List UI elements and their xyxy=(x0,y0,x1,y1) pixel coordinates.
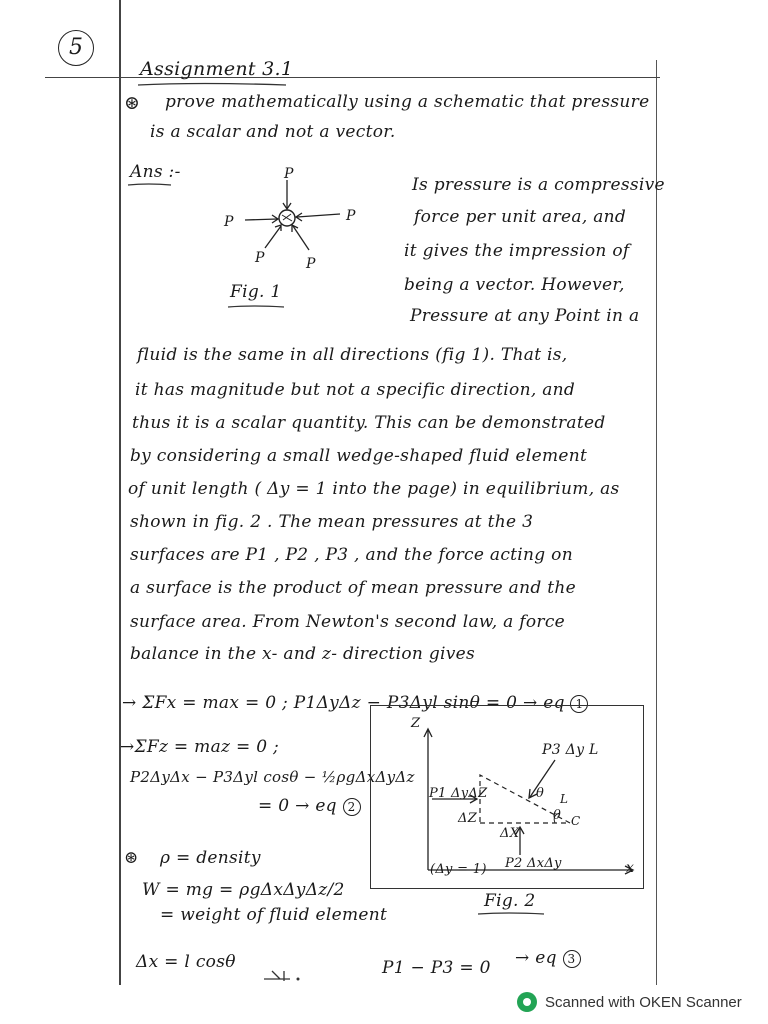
title-underline xyxy=(138,82,288,88)
equation-2-line-3 xyxy=(258,796,361,816)
answer-underline xyxy=(128,182,173,188)
body-line-9: surface area. From Newton's second law, a force xyxy=(130,612,566,632)
equation-3-number: 3 xyxy=(563,950,581,968)
fig1-p-bottom-right: P xyxy=(306,256,316,272)
body-line-8: a surface is the product of mean pressure and the xyxy=(130,578,576,598)
oken-scanner-logo-icon xyxy=(517,992,537,1012)
body-line-2: it has magnitude but not a specific direction, and xyxy=(135,380,576,400)
body-line-1: fluid is the same in all directions (fig 1). That is, xyxy=(137,345,568,365)
fig2-c-label: C xyxy=(571,814,581,828)
equation-2-line-1: →ΣFz = maz = 0 ; xyxy=(120,737,280,757)
rho-definition: ρ = density xyxy=(160,848,261,868)
fig1-p-top: P xyxy=(284,166,294,182)
equation-2-line-2: P2ΔyΔx − P3Δyl cosθ − ½ρgΔxΔyΔz xyxy=(130,768,415,786)
right-text-line-4: being a vector. However, xyxy=(404,275,625,295)
equation-3: P1 − P3 = 0 xyxy=(382,958,491,978)
body-line-5: of unit length ( Δy = 1 into the page) in equilibrium, as xyxy=(128,479,620,499)
body-line-10: balance in the x- and z- direction gives xyxy=(130,644,476,664)
fig1-underline xyxy=(228,304,288,310)
fig2-axis-x: x xyxy=(626,860,635,876)
fig2-p2-label: P2 ΔxΔy xyxy=(505,856,562,871)
page-number: 5 xyxy=(58,30,94,66)
fig2-dx-label: ΔX xyxy=(500,826,520,841)
question-star-icon: ⊛ xyxy=(124,92,141,114)
body-line-4: by considering a small wedge-shaped fluid element xyxy=(130,446,588,466)
fig1-p-left: P xyxy=(224,214,234,230)
header-rule xyxy=(45,77,660,78)
partial-scribble xyxy=(262,965,302,985)
body-line-3: thus it is a scalar quantity. This can be demonstrated xyxy=(132,413,606,433)
left-margin-line xyxy=(119,0,121,985)
scanner-watermark-text: Scanned with OKEN Scanner xyxy=(545,993,742,1011)
fig1-label: Fig. 1 xyxy=(230,282,282,302)
delta-x-line: Δx = l cosθ xyxy=(136,952,236,972)
equation-3-ref xyxy=(515,948,581,968)
fig2-p1-label: P1 ΔyΔZ xyxy=(429,786,488,801)
answer-label: Ans :- xyxy=(130,162,181,182)
fig2-label: Fig. 2 xyxy=(484,891,536,911)
equation-3-arrow: → eq xyxy=(515,948,557,968)
fig2-theta-bottom: θ xyxy=(553,808,562,823)
right-text-line-2: force per unit area, and xyxy=(414,207,627,227)
fig2-theta-top: θ xyxy=(536,786,545,801)
fig2-dz-label: ΔZ xyxy=(458,811,478,826)
rho-star-icon: ⊛ xyxy=(124,848,139,868)
weight-line-2: = weight of fluid element xyxy=(160,905,388,925)
fig2-underline xyxy=(478,911,548,917)
right-text-line-3: it gives the impression of xyxy=(404,241,630,261)
assignment-title: Assignment 3.1 xyxy=(140,58,294,80)
body-line-6: shown in fig. 2 . The mean pressures at the 3 xyxy=(130,512,534,532)
fig1-diagram xyxy=(225,170,365,270)
fig1-p-bottom-left: P xyxy=(255,250,265,266)
fig1-p-right: P xyxy=(346,208,356,224)
body-line-7: surfaces are P1 , P2 , P3 , and the force acting on xyxy=(130,545,573,565)
fig2-dy-label: (Δy = 1) xyxy=(430,862,487,877)
right-margin-line xyxy=(656,60,657,985)
equation-1-text: → ΣFx = max = 0 ; P1ΔyΔz − P3Δyl sinθ = 0 → eq xyxy=(122,693,565,713)
weight-line-1: W = mg = ρgΔxΔyΔz/2 xyxy=(142,880,345,900)
right-text-line-1: Is pressure is a compressive xyxy=(412,175,665,195)
equation-2-number: 2 xyxy=(343,798,361,816)
question-line-1: prove mathematically using a schematic that pressure xyxy=(165,92,650,112)
equation-1-number: 1 xyxy=(570,695,588,713)
fig2-axis-z: Z xyxy=(411,716,421,731)
fig2-p3-label: P3 Δy L xyxy=(542,742,599,758)
right-text-line-5: Pressure at any Point in a xyxy=(410,306,640,326)
fig2-l-label: L xyxy=(560,792,569,806)
equation-2-tail: = 0 → eq xyxy=(258,796,337,816)
scanner-watermark xyxy=(517,990,742,1014)
question-line-2: is a scalar and not a vector. xyxy=(150,122,396,142)
